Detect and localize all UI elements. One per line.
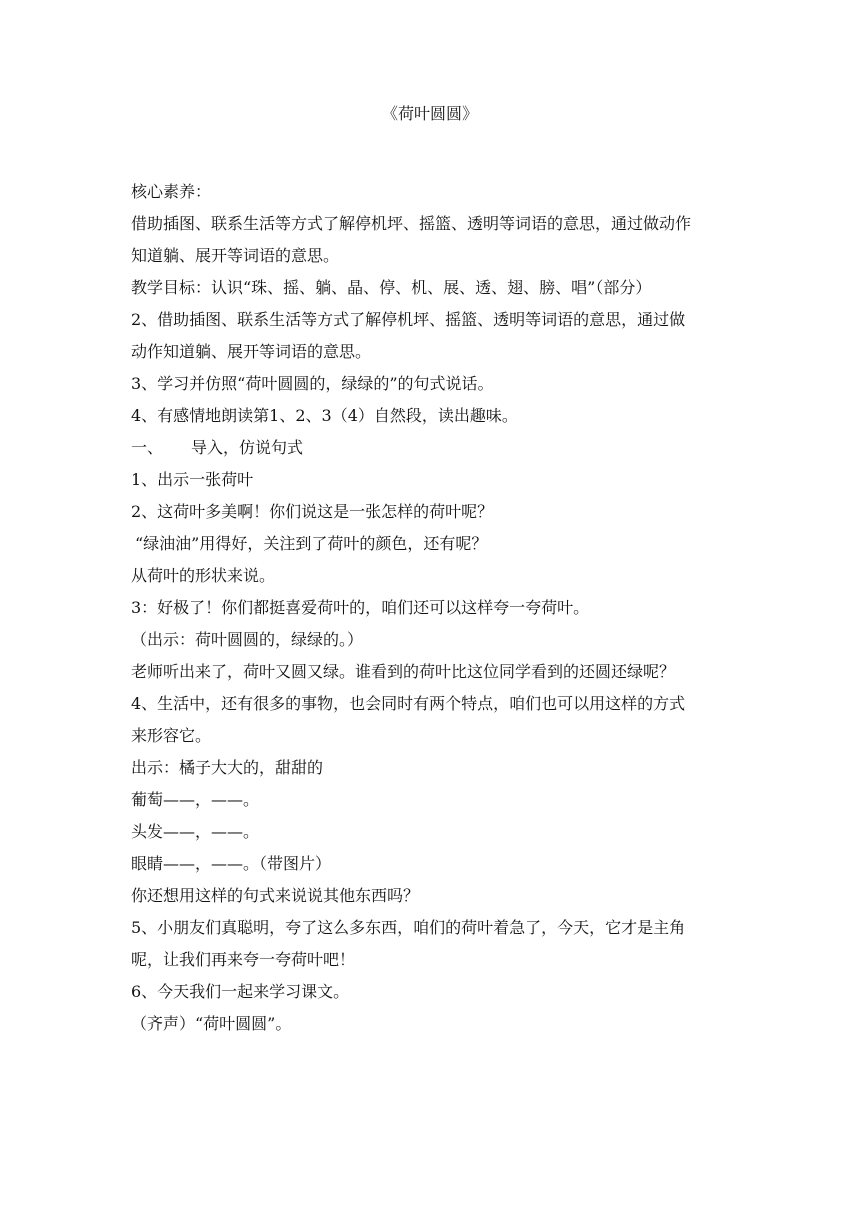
text-line: 来形容它。 [131,726,212,745]
text-line: “绿油油”用得好，关注到了荷叶的颜色，还有呢？ [135,534,488,553]
text-line: 核心素养： [131,182,212,201]
text-line: 头发——，——。 [131,822,260,841]
text-line: 老师听出来了，荷叶又圆又绿。谁看到的荷叶比这位同学看到的还圆还绿呢？ [131,662,676,681]
section-number: 一、 [131,438,164,457]
text-line: 动作知道躺、展开等词语的意思。 [131,342,372,361]
text-line: 借助插图、联系生活等方式了解停机坪、摇篮、透明等词语的意思，通过做动作 [131,214,692,233]
text-line: 教学目标：认识“珠、摇、躺、晶、停、机、展、透、翅、膀、唱”（部分） [131,278,652,297]
text-line: 出示：橘子大大的，甜甜的 [131,758,324,777]
text-line: 2、借助插图、联系生活等方式了解停机坪、摇篮、透明等词语的意思，通过做 [131,310,686,329]
section-heading [131,432,731,464]
text-line: （出示：荷叶圆圆的，绿绿的。） [131,630,364,649]
document-title: 《荷叶圆圆》 [381,104,478,123]
text-line: 眼睛——，——。（带图片） [131,854,332,873]
text-line: 2、这荷叶多美啊！你们说这是一张怎样的荷叶呢？ [131,502,494,521]
text-line: 3、学习并仿照“荷叶圆圆的，绿绿的”的句式说话。 [131,374,494,393]
text-line: 6、今天我们一起来学习课文。 [131,982,350,1001]
text-line: 呢，让我们再来夸一夸荷叶吧！ [131,950,356,969]
section-heading-text: 导入，仿说句式 [191,438,304,457]
text-line: 4、有感情地朗读第1、2、3（4）自然段，读出趣味。 [131,406,518,425]
text-line: 从荷叶的形状来说。 [131,566,276,585]
text-line: （齐声）“荷叶圆圆”。 [131,1014,292,1033]
text-line: 葡萄——，——。 [131,790,260,809]
document-body [131,176,731,1040]
text-line: 你还想用这样的句式来说说其他东西吗？ [131,886,420,905]
text-line: 1、出示一张荷叶 [131,470,254,489]
text-line: 5、小朋友们真聪明，夸了这么多东西，咱们的荷叶着急了，今天，它才是主角 [131,918,686,937]
text-line: 3：好极了！你们都挺喜爱荷叶的，咱们还可以这样夸一夸荷叶。 [131,598,590,617]
text-line: 知道躺、展开等词语的意思。 [131,246,340,265]
text-line: 4、生活中，还有很多的事物，也会同时有两个特点，咱们也可以用这样的方式 [131,694,686,713]
